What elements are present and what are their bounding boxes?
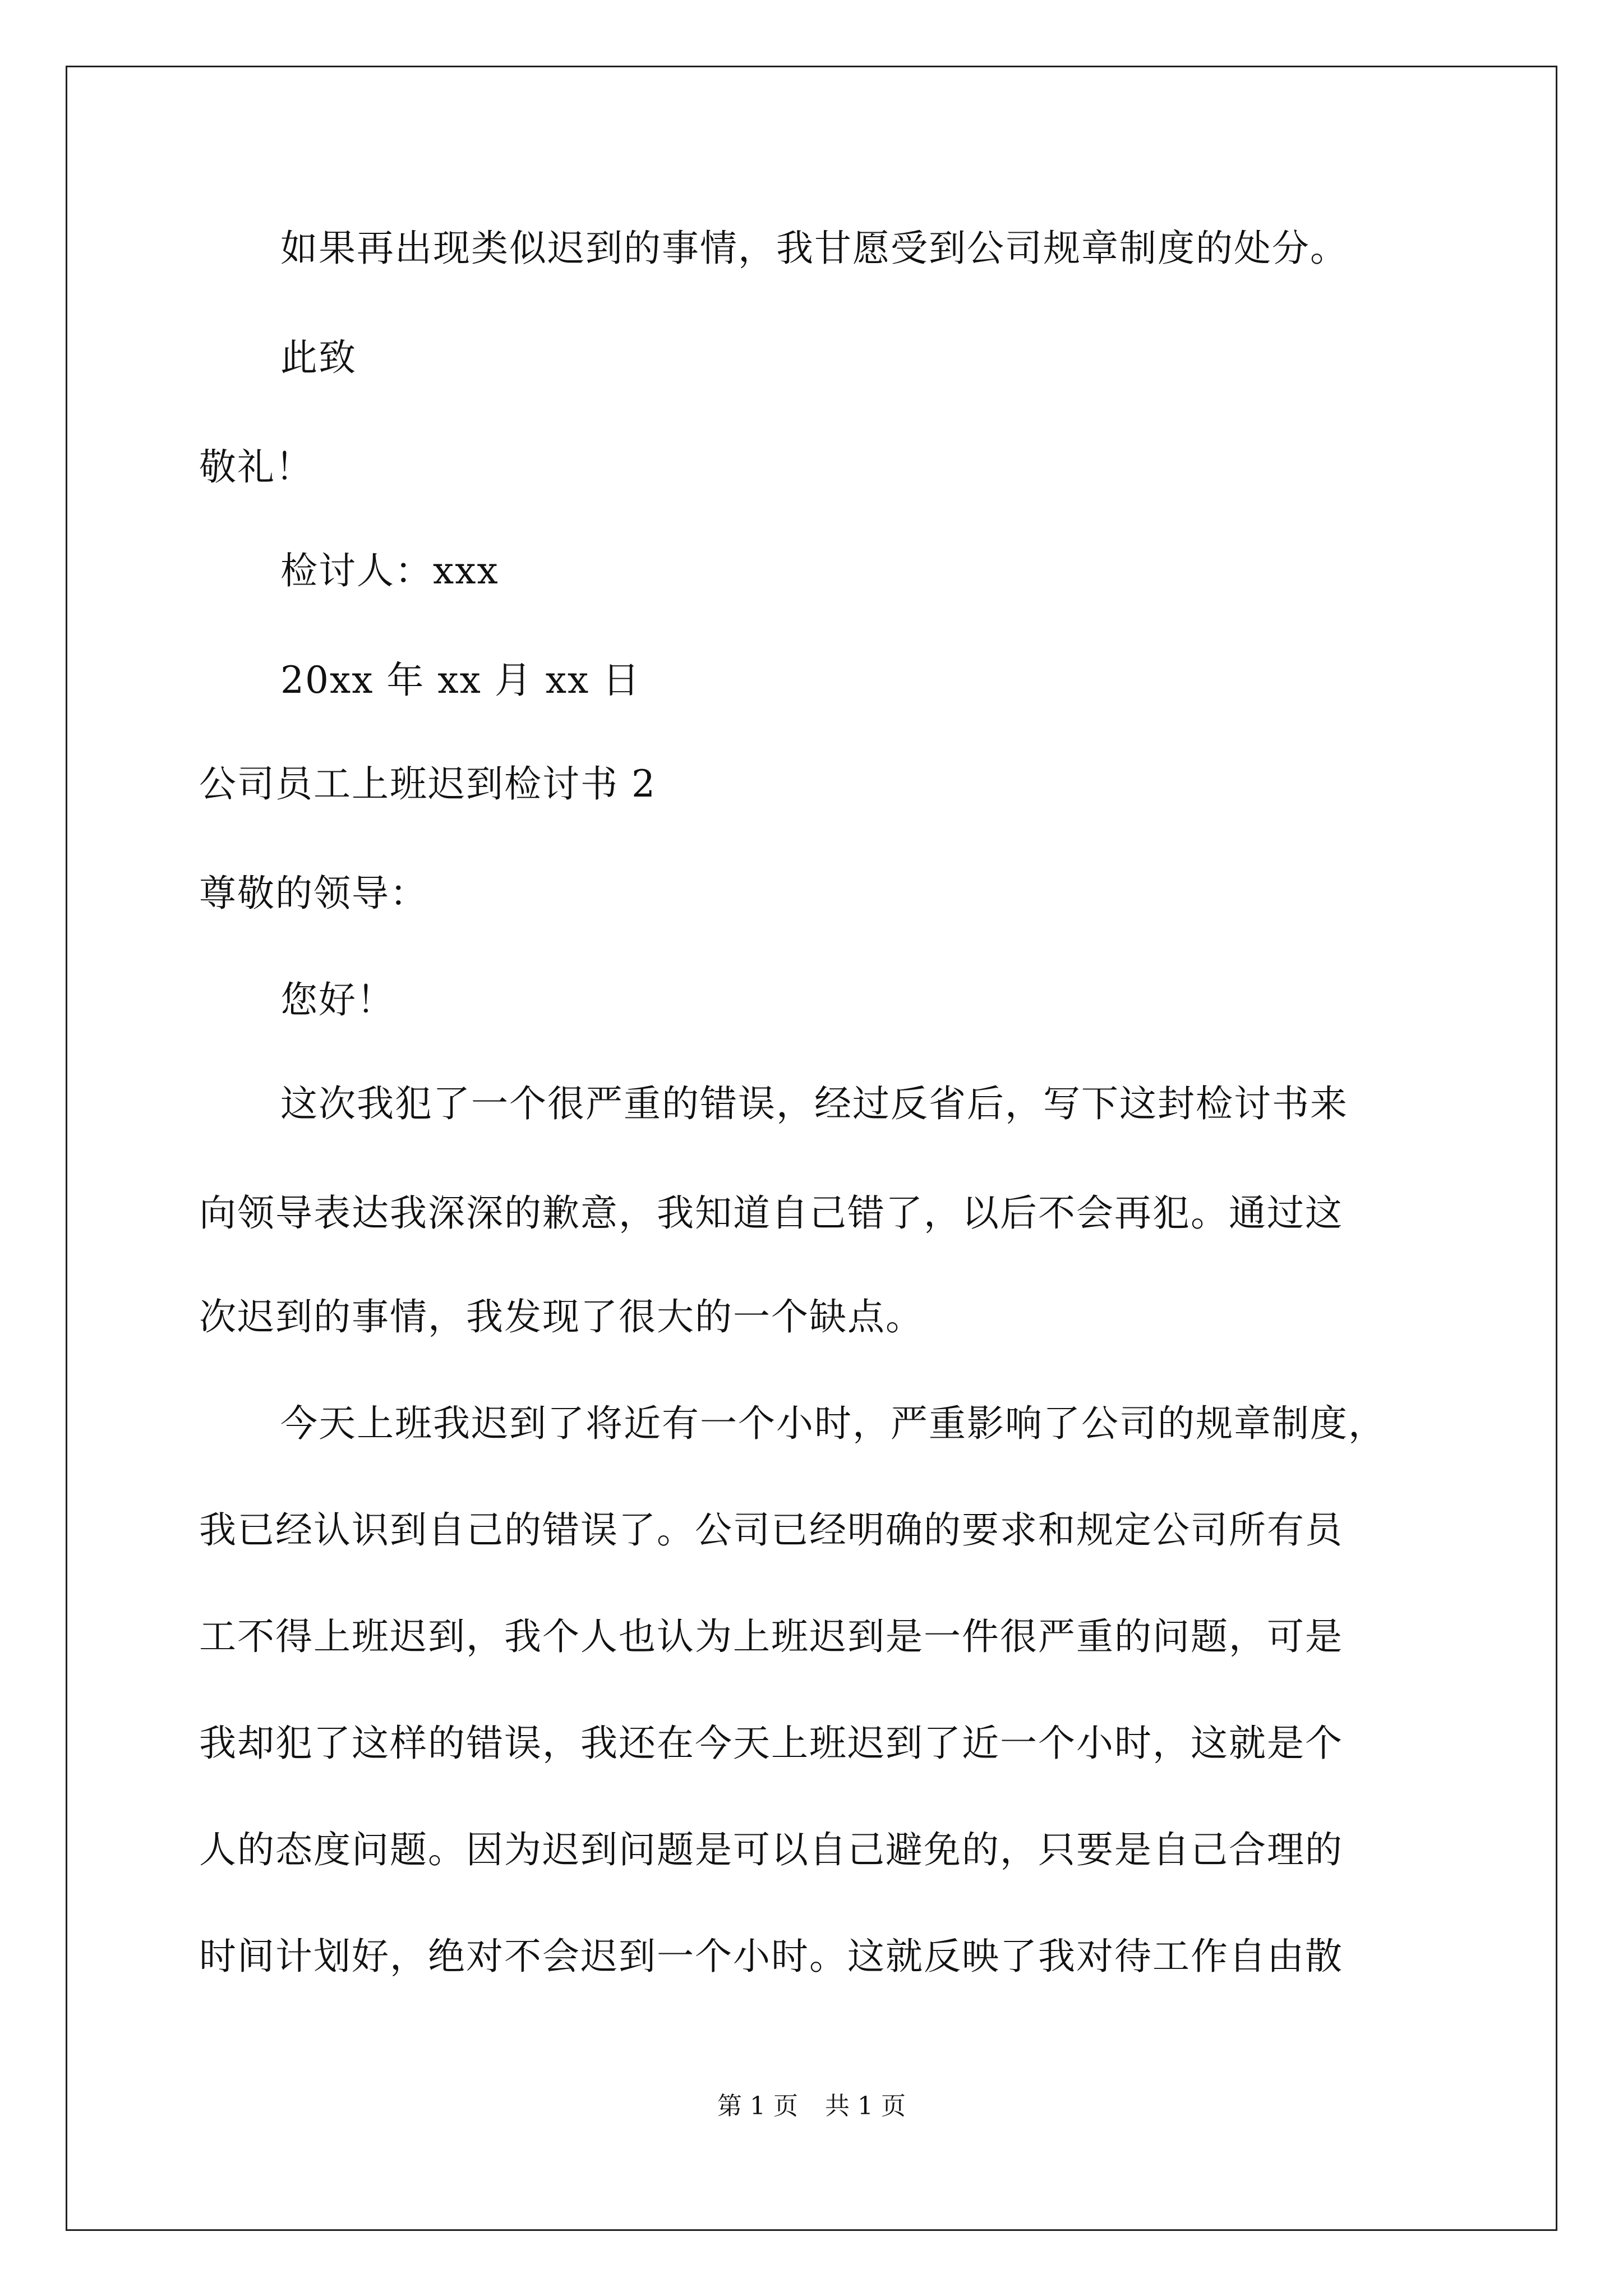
paragraph-2-line-4: 我却犯了这样的错误，我还在今天上班迟到了近一个小时，这就是个 [199,1722,1343,1765]
page-border [66,66,1557,2231]
paragraph-2-line-1: 今天上班我迟到了将近有一个小时，严重影响了公司的规章制度， [280,1402,1386,1445]
paragraph-2-line-3: 工不得上班迟到，我个人也认为上班迟到是一件很严重的问题，可是 [199,1615,1343,1658]
greeting-recipient: 尊敬的领导： [199,872,428,915]
greeting-hello: 您好！ [280,978,395,1022]
paragraph-2-line-6: 时间计划好，绝对不会迟到一个小时。这就反映了我对待工作自由散 [199,1935,1343,1978]
section-title: 公司员工上班迟到检讨书 2 [199,762,656,806]
paragraph-1-line-3: 次迟到的事情，我发现了很大的一个缺点。 [199,1295,924,1338]
paragraph-2-line-5: 人的态度问题。因为迟到问题是可以自己避免的，只要是自己合理的 [199,1828,1343,1871]
date-line: 20xx 年 xx 月 xx 日 [280,659,641,702]
salutation-closing: 此致 [280,336,357,379]
page-number-total: 共 1 页 [825,2092,906,2120]
page-number-current: 第 1 页 [717,2092,798,2120]
page-footer [0,2090,1623,2123]
paragraph-1-line-2: 向领导表达我深深的歉意，我知道自己错了，以后不会再犯。通过这 [199,1191,1343,1235]
respect-closing: 敬礼！ [199,445,313,489]
paragraph-1-line-1: 这次我犯了一个很严重的错误，经过反省后，写下这封检讨书来 [280,1082,1348,1125]
paragraph-2-line-2: 我已经认识到自己的错误了。公司已经明确的要求和规定公司所有员 [199,1508,1343,1552]
author-signature: 检讨人：xxx [280,549,499,592]
closing-sentence: 如果再出现类似迟到的事情，我甘愿受到公司规章制度的处分。 [280,227,1348,270]
